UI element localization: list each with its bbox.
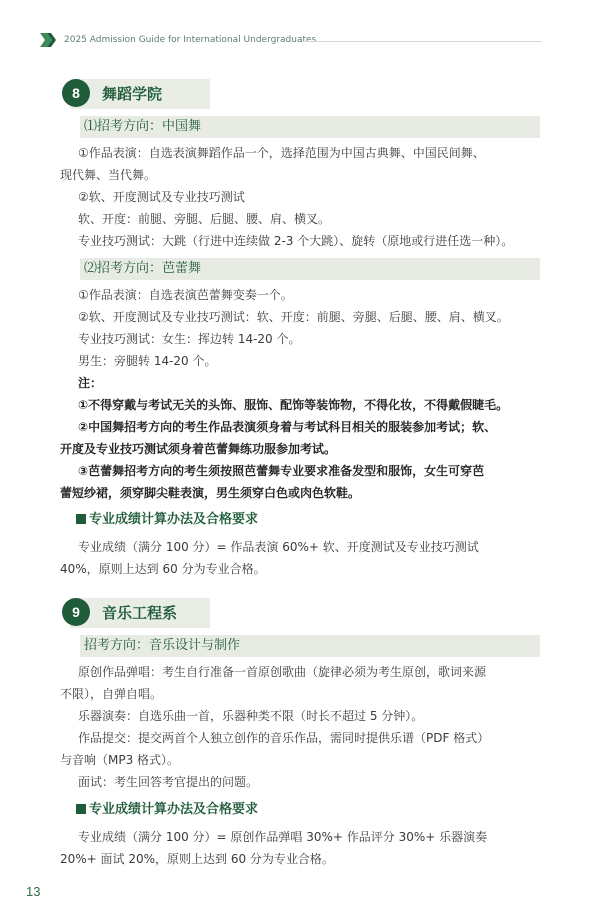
paragraph-line: ①作品表演：自选表演芭蕾舞变奏一个。: [78, 288, 293, 302]
header-rule: [302, 41, 542, 42]
direction-label-text: ⑵招考方向：芭蕾舞: [84, 261, 202, 276]
direction-label-chinese-dance: [80, 116, 540, 138]
page-number: 13: [26, 884, 41, 899]
note-line: 开度及专业技巧测试须身着芭蕾舞练功服参加考试。: [60, 442, 337, 456]
direction-label-ballet: [80, 258, 540, 280]
paragraph-line: 男生：旁腿转 14-20 个。: [78, 354, 217, 368]
paragraph-line: 现代舞、当代舞。: [60, 168, 157, 182]
section-number-badge: 8: [62, 79, 90, 107]
grading-title: 专业成绩计算办法及合格要求: [89, 802, 259, 817]
direction-label-music-design: [80, 635, 540, 657]
header-title: 2025 Admission Guide for International Undergraduates: [64, 35, 317, 45]
page-header: [40, 33, 542, 47]
grading-title: 专业成绩计算办法及合格要求: [89, 512, 259, 527]
note-line: ③芭蕾舞招考方向的考生须按照芭蕾舞专业要求准备发型和服饰，女生可穿芭: [78, 464, 485, 478]
paragraph-line: ②软、开度测试及专业技巧测试：软、开度：前腿、旁腿、后腿、腰、肩、横叉。: [78, 310, 509, 324]
note-line: 蕾短纱裙，须穿脚尖鞋表演，男生须穿白色或肉色软鞋。: [60, 486, 361, 500]
section-header-dance: [62, 79, 210, 109]
paragraph-line: 专业技巧测试：女生：挥边转 14-20 个。: [78, 332, 301, 346]
paragraph-line: 原创作品弹唱：考生自行准备一首原创歌曲（旋律必须为考生原创，歌词来源: [78, 665, 487, 679]
square-bullet-icon: [76, 514, 86, 524]
paragraph-line: 面试：考生回答考官提出的问题。: [78, 775, 259, 789]
note-label: 注：: [78, 376, 103, 390]
direction-label-text: 招考方向：音乐设计与制作: [84, 638, 241, 653]
section-title: 舞蹈学院: [102, 85, 163, 103]
paragraph-line: 乐器演奏：自选乐曲一首，乐器种类不限（时长不超过 5 分钟）。: [78, 709, 424, 723]
paragraph-line: 40%，原则上达到 60 分为专业合格。: [60, 562, 266, 576]
paragraph-line: 软、开度：前腿、旁腿、后腿、腰、肩、横叉。: [78, 212, 331, 226]
section-number-badge: 9: [62, 598, 90, 626]
paragraph-line: 与音响（MP3 格式）。: [60, 753, 180, 767]
paragraph-line: 专业成绩（满分 100 分）= 原创作品弹唱 30%+ 作品评分 30%+ 乐器演奏: [78, 830, 488, 844]
grading-subheading: [76, 800, 258, 820]
paragraph-line: 不限），自弹自唱。: [60, 687, 163, 701]
note-line: ②中国舞招考方向的考生作品表演须身着与考试科目相关的服装参加考试；软、: [78, 420, 497, 434]
note-line: ①不得穿戴与考试无关的头饰、服饰、配饰等装饰物，不得化妆，不得戴假睫毛。: [78, 398, 509, 412]
direction-label-text: ⑴招考方向：中国舞: [84, 119, 202, 134]
paragraph-line: 专业成绩（满分 100 分）= 作品表演 60%+ 软、开度测试及专业技巧测试: [78, 540, 479, 554]
paragraph-line: 专业技巧测试：大跳（行进中连续做 2-3 个大跳）、旋转（原地或行进任选一种）。: [78, 234, 514, 248]
grading-subheading: [76, 510, 258, 530]
paragraph-line: 20%+ 面试 20%，原则上达到 60 分为专业合格。: [60, 852, 334, 866]
section-title: 音乐工程系: [102, 604, 178, 622]
square-bullet-icon: [76, 804, 86, 814]
paragraph-line: ①作品表演：自选表演舞蹈作品一个，选择范围为中国古典舞、中国民间舞、: [78, 146, 485, 160]
paragraph-line: ②软、开度测试及专业技巧测试: [78, 190, 245, 204]
paragraph-line: 作品提交：提交两首个人独立创作的音乐作品，需同时提供乐谱（PDF 格式）: [78, 731, 490, 745]
section-header-music-engineering: [62, 598, 210, 628]
double-chevron-logo-icon: [40, 33, 58, 47]
